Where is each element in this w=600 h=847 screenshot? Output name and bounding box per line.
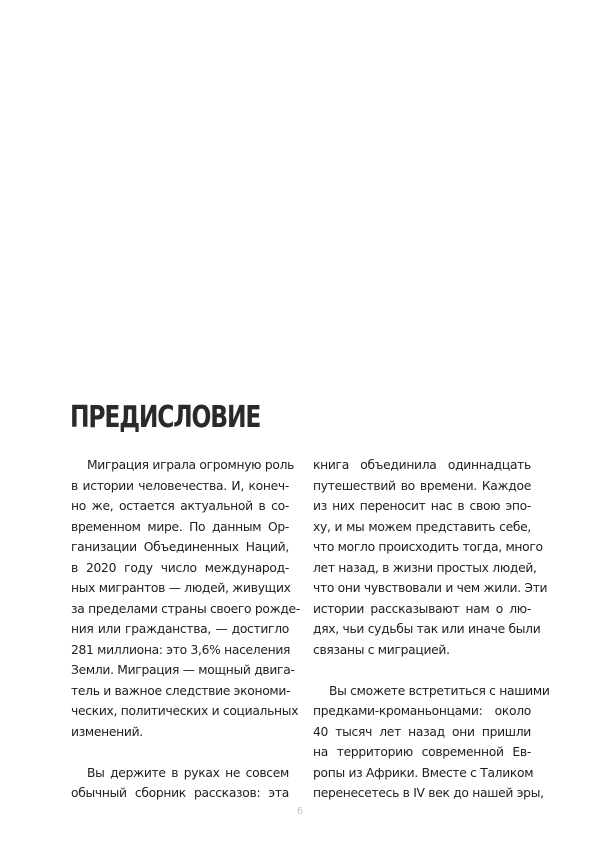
paragraph-gap <box>313 660 531 681</box>
text-line: 40 тысяч лет назад они пришли <box>313 724 531 739</box>
page-number: 6 <box>296 806 304 817</box>
text-line: Вы сможете встретиться с нашими <box>329 683 550 698</box>
text-line: что могло происходить тогда, много <box>313 540 543 554</box>
text-line: книга объединила одиннадцать <box>313 458 531 472</box>
text-line: но же, остается актуальной в со- <box>71 499 289 513</box>
text-line: Вы держите в руках не совсем <box>87 765 289 780</box>
text-line: в истории человечества. И, конеч- <box>71 478 289 493</box>
text-line: временном мире. По данным Ор- <box>71 519 289 534</box>
text-line: лет назад, в жизни простых людей, <box>313 560 537 575</box>
text-line: ганизации Объединенных Наций, <box>71 540 289 554</box>
text-line: обычный сборник рассказов: эта <box>71 786 289 800</box>
text-line: ния или гражданства, — достигло <box>71 622 289 636</box>
text-line: из них переносит нас в свою эпо- <box>313 499 531 513</box>
text-line: ческих, политических и социальных <box>71 704 299 718</box>
text-line: изменений. <box>71 724 143 739</box>
text-line: связаны с миграцией. <box>313 642 450 657</box>
text-line: в 2020 году число международ- <box>71 560 289 575</box>
text-line: перенесетесь в IV век до нашей эры, <box>313 786 544 800</box>
text-line: ных мигрантов — людей, живущих <box>71 581 291 595</box>
text-line: ропы из Африки. Вместе с Таликом <box>313 765 534 780</box>
text-line: Земли. Миграция — мощный двига- <box>71 663 295 677</box>
text-line: на территорию современной Ев- <box>313 745 531 759</box>
text-line: Миграция играла огромную роль <box>87 458 295 472</box>
text-line: ху, и мы можем представить себе, <box>313 519 531 534</box>
paragraph-gap <box>71 742 289 763</box>
text-line: 281 миллиона: это 3,6% населения <box>71 642 291 657</box>
text-line: истории рассказывают нам о лю- <box>313 601 531 616</box>
text-line: тель и важное следствие экономи- <box>71 683 291 698</box>
text-line: предками-кроманьонцами: около <box>313 704 531 718</box>
text-line: дях, чьи судьбы так или иначе были <box>313 622 541 636</box>
text-column-right <box>313 455 550 804</box>
text-line: что они чувствовали и чем жили. Эти <box>313 581 548 595</box>
chapter-heading: ПРЕДИСЛОВИЕ <box>70 400 261 435</box>
text-column-left <box>71 455 300 804</box>
text-line: путешествий во времени. Каждое <box>313 478 531 493</box>
text-line: за пределами страны своего рожде- <box>71 601 300 616</box>
